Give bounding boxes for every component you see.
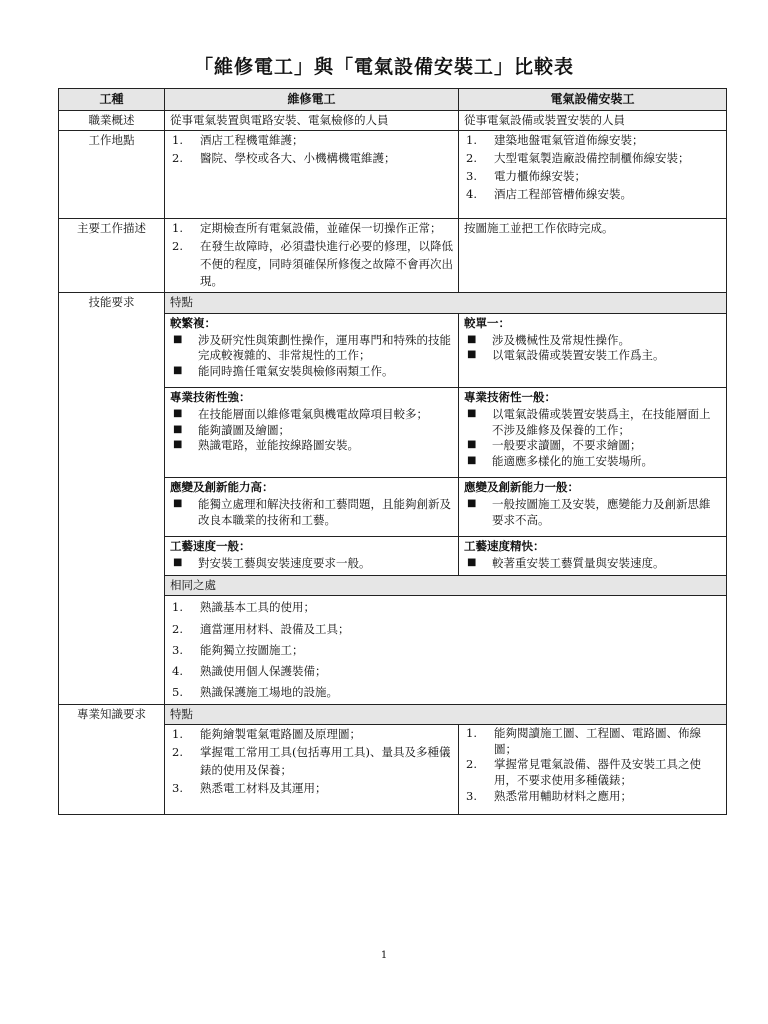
bullet-square-icon: ■ (173, 364, 183, 376)
list-item: 2. 醫院、學校或各大、小機構機電維護； (172, 151, 396, 166)
list-item: 3. 熟悉電工材料及其運用； (172, 780, 327, 795)
group-heading: 專業技術性一般： (464, 390, 556, 405)
skills-install (459, 388, 727, 478)
skills-maint (165, 537, 459, 575)
knowledge-install (459, 725, 727, 814)
list-item: 4. 熟識使用個人保護裝備； (172, 664, 327, 679)
list-item: 3. 熟悉常用輔助材料之應用； (466, 788, 632, 803)
row-label: 職業概述 (59, 110, 165, 131)
group-heading: 較單一： (464, 316, 510, 331)
list-item: 1. 熟識基本工具的使用； (172, 600, 315, 615)
group-heading: 工藝速度一般： (170, 539, 251, 554)
bullet-square-icon: ■ (173, 423, 183, 435)
bullet-square-icon: ■ (173, 556, 183, 568)
group-heading: 工藝速度精快： (464, 539, 545, 554)
location-maint (165, 131, 459, 219)
skills-install (459, 314, 727, 388)
list-item: ■ 能適應多樣化的施工安裝場所。 (467, 453, 653, 468)
skills-install (459, 478, 727, 537)
section-subheader: 相同之處 (165, 575, 727, 596)
location-install (459, 131, 727, 219)
row-skills-features (59, 293, 727, 314)
bullet-square-icon: ■ (467, 454, 477, 466)
list-item: ■ 能同時擔任電氣安裝與檢修兩類工作。 (173, 363, 394, 378)
row-label: 主要工作描述 (59, 219, 165, 293)
description-maint (165, 219, 459, 293)
header-row (59, 89, 727, 111)
overview-install: 從事電氣設備或裝置安裝的人員 (459, 110, 727, 131)
row-description (59, 219, 727, 293)
group-heading: 應變及創新能力高： (170, 480, 274, 495)
section-subheader: 特點 (165, 293, 727, 314)
knowledge-maint (165, 725, 459, 814)
list-item: ■ 較著重安裝工藝質量與安裝速度。 (467, 555, 665, 570)
list-item: ■ 以電氣設備或裝置安裝工作爲主。 (467, 348, 665, 363)
list-item: ■ 對安裝工藝與安裝速度要求一般。 (173, 555, 371, 570)
list-item: ■ 在技能層面以維修電氣與機電故障項目較多； (173, 407, 428, 422)
header-installation-worker: 電氣設備安裝工 (459, 89, 727, 111)
group-heading: 應變及創新能力一般： (464, 480, 579, 495)
row-label: 技能要求 (59, 293, 165, 704)
list-item: 2. 適當運用材料、設備及工具； (172, 621, 350, 636)
list-item: ■ 涉及研究性與策劃性操作，運用專門和特殊的技能完成較複雜的、非常規性的工作； (173, 332, 451, 363)
bullet-square-icon: ■ (467, 439, 477, 451)
list-item: ■ 熟識電路，並能按線路圖安裝。 (173, 438, 359, 453)
list-item: ■ 能獨立處理和解決技術和工藝問題，且能夠創新及改良本職業的技術和工藝。 (173, 497, 451, 527)
bullet-square-icon: ■ (467, 408, 477, 420)
bullet-square-icon: ■ (173, 439, 183, 451)
list-item: 1. 定期檢查所有電氣設備，並確保一切操作正常； (172, 221, 442, 236)
header-maintenance-electrician: 維修電工 (165, 89, 459, 111)
list-item: 4. 酒店工程部管槽佈線安裝。 (466, 186, 632, 201)
group-heading: 專業技術性強： (170, 390, 251, 405)
list-item: ■ 以電氣設備或裝置安裝爲主，在技能層面上不涉及維修及保養的工作； (467, 407, 711, 437)
row-label: 工作地點 (59, 131, 165, 219)
list-item: 1. 建築地盤電氣管道佈線安裝； (466, 133, 644, 148)
list-item: ■ 一般按圖施工及安裝，應變能力及創新思維要求不高。 (467, 497, 711, 527)
bullet-square-icon: ■ (173, 408, 183, 420)
list-item: 3. 能夠獨立按圖施工； (172, 642, 304, 657)
page-title: 「維修電工」與「電氣設備安裝工」比較表 (193, 56, 574, 78)
list-item: 5. 熟識保護施工場地的設施。 (172, 685, 338, 700)
row-knowledge-features (59, 704, 727, 725)
list-item: ■ 一般要求讀圖，不要求繪圖； (467, 438, 642, 453)
bullet-square-icon: ■ (467, 556, 477, 568)
bullet-square-icon: ■ (467, 333, 477, 345)
skills-maint (165, 478, 459, 537)
overview-maint: 從事電氣裝置與電路安裝、電氣檢修的人員 (165, 110, 459, 131)
row-overview (59, 110, 727, 131)
row-label: 專業知識要求 (59, 704, 165, 814)
skills-common (165, 596, 727, 704)
section-subheader: 特點 (165, 704, 727, 725)
list-item: 2. 大型電氣製造廠設備控制櫃佈線安裝； (466, 151, 690, 166)
list-item: ■ 涉及機械性及常規性操作。 (467, 332, 630, 347)
bullet-square-icon: ■ (173, 333, 183, 345)
bullet-square-icon: ■ (467, 498, 477, 510)
header-trade: 工種 (59, 89, 165, 111)
page-number: 1 (380, 950, 388, 961)
skills-install (459, 537, 727, 575)
comparison-table (58, 88, 727, 815)
list-item: ■ 能夠讀圖及繪圖； (173, 422, 290, 437)
description-install: 按圖施工並把工作依時完成。 (459, 219, 727, 293)
skills-maint (165, 314, 459, 388)
list-item: 3. 電力櫃佈線安裝； (466, 169, 586, 184)
row-location (59, 131, 727, 219)
list-item: 1. 能夠閱讀施工圖、工程圖、電路圖、佈線圖； (466, 726, 701, 756)
group-heading: 較繁複： (170, 316, 216, 331)
list-item: 1. 酒店工程機電維護； (172, 133, 304, 148)
list-item: 1. 能夠繪製電氣電路圖及原理圖； (172, 727, 361, 742)
bullet-square-icon: ■ (467, 349, 477, 361)
bullet-square-icon: ■ (173, 498, 183, 510)
list-item: 2. 掌握電工常用工具(包括專用工具)、量具及多種儀錶的使用及保養； (172, 745, 451, 778)
list-item: 2. 掌握常見電氣設備、器件及安裝工具之使用，不要求使用多種儀錶； (466, 757, 701, 787)
list-item: 2. 在發生故障時，必須盡快進行必要的修理，以降低不便的程度，同時須確保所修復之故障不會再次出現。 (172, 238, 453, 289)
skills-maint (165, 388, 459, 478)
